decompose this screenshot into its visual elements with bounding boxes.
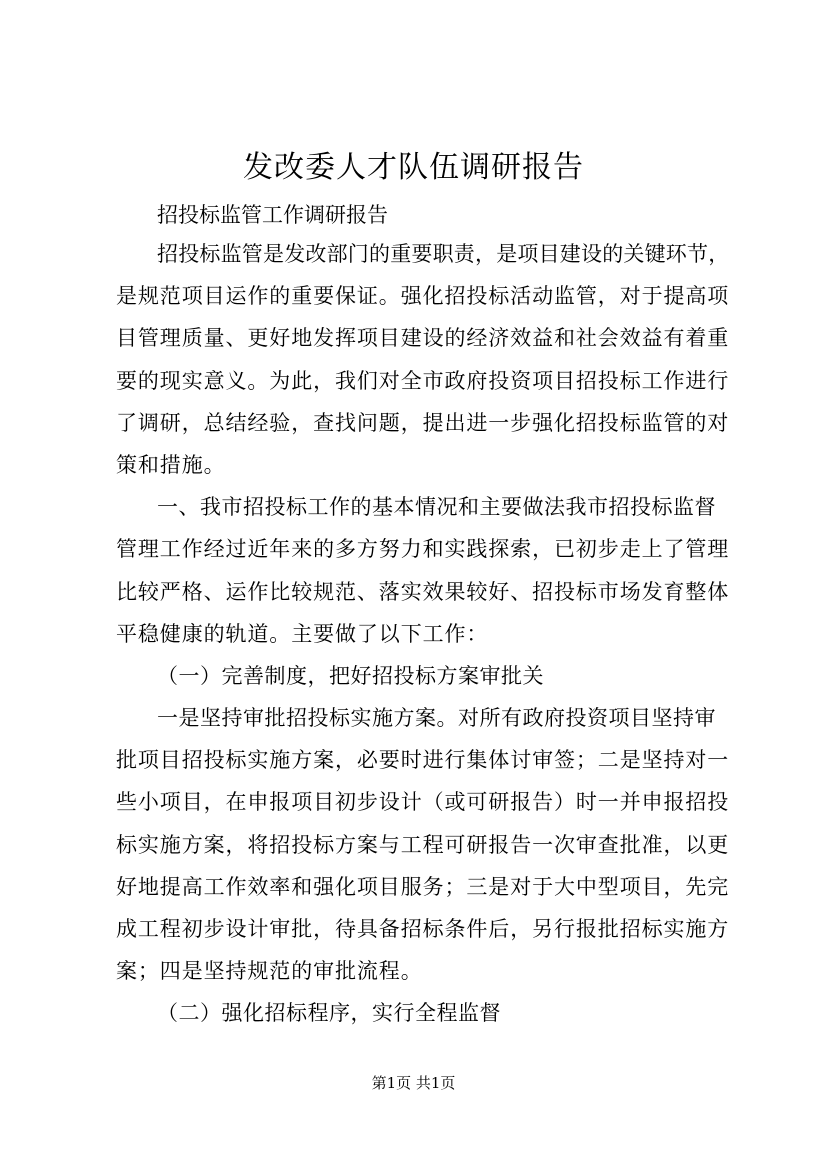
body-line: 招投标监管工作调研报告 [157,203,388,227]
section-heading: （一）完善制度，把好招投标方案审批关 [157,664,544,688]
body-line: 策和措施。 [116,453,226,477]
body-line: 是规范项目运作的重要保证。强化招投标活动监管，对于提高项 [116,284,730,308]
body-line: 目管理质量、更好地发挥项目建设的经济效益和社会效益有着重 [116,326,730,350]
body-line: 管理工作经过近年来的多方努力和实践探索，已初步走上了管理 [116,537,730,561]
body-line: 标实施方案，将招投标方案与工程可研报告一次审查批准，以更 [116,833,730,857]
page-number: 第1页 共1页 [371,1074,456,1092]
body-line: 要的现实意义。为此，我们对全市政府投资项目招投标工作进行 [116,369,730,393]
body-line: 比较严格、运作比较规范、落实效果较好、招投标市场发育整体 [116,580,730,604]
document-title: 发改委人才队伍调研报告 [243,150,584,185]
body-line: 些小项目，在申报项目初步设计（或可研报告）时一并申报招投 [116,790,730,814]
body-line: 好地提高工作效率和强化项目服务；三是对于大中型项目，先完 [116,875,730,899]
body-line: 一是坚持审批招投标实施方案。对所有政府投资项目坚持审 [157,706,716,730]
body-line: 批项目招投标实施方案，必要时进行集体讨审签；二是坚持对一 [116,748,730,772]
body-line: 了调研，总结经验，查找问题，提出进一步强化招投标监管的对 [116,411,730,435]
body-line: 成工程初步设计审批，待具备招标条件后，另行报批招标实施方 [116,917,730,941]
section-heading: （二）强化招标程序，实行全程监督 [157,1001,501,1025]
body-line: 招投标监管是发改部门的重要职责，是项目建设的关键环节， [157,242,730,266]
body-line: 平稳健康的轨道。主要做了以下工作： [116,622,489,646]
body-line: 一、我市招投标工作的基本情况和主要做法我市招投标监督 [157,495,716,519]
body-line: 案；四是坚持规范的审批流程。 [116,959,423,983]
